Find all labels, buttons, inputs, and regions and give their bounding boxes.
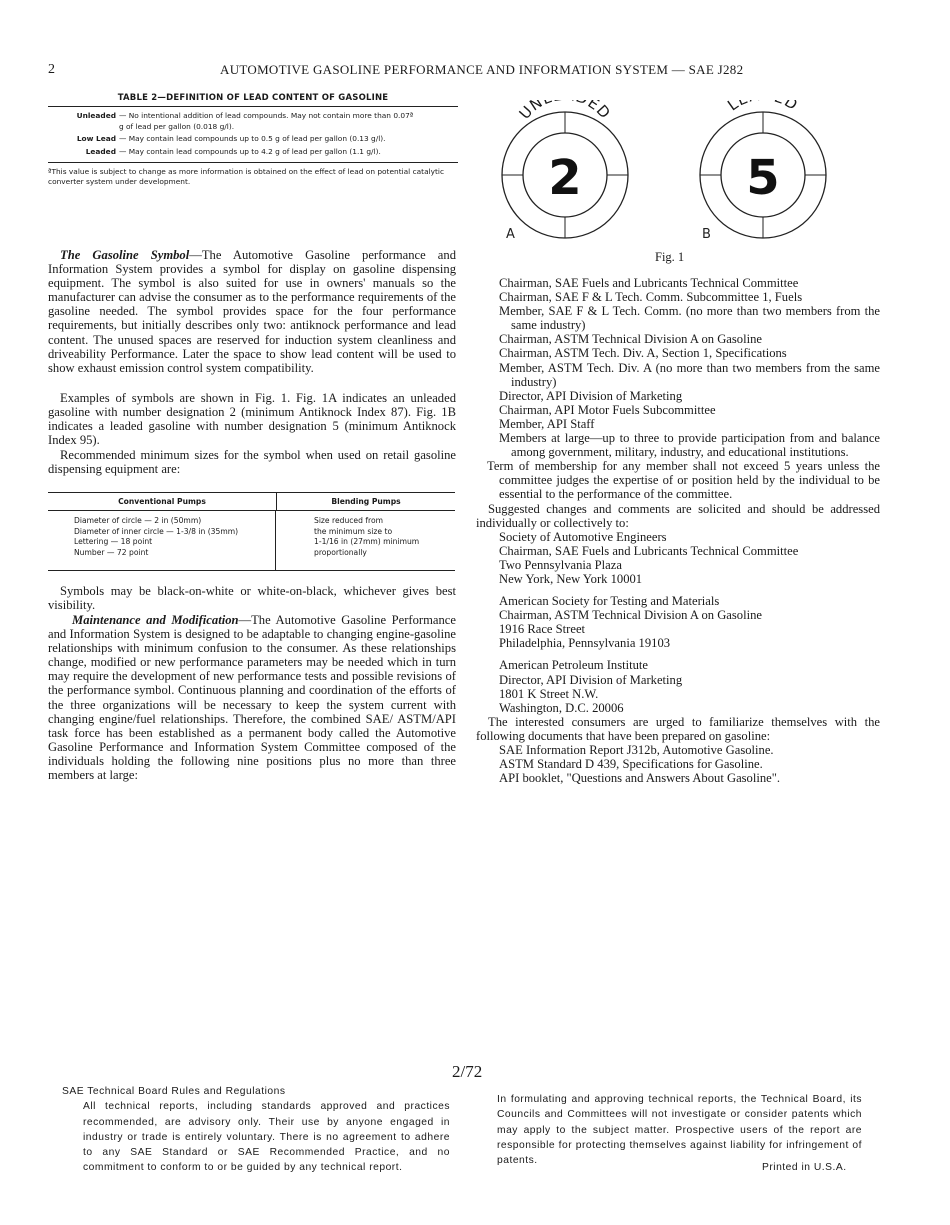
committee-position: Members at large—up to three to provide participation from and balance among government, military, industry, and educational institutions. bbox=[499, 431, 880, 460]
address-line: Two Pennsylvania Plaza bbox=[499, 557, 622, 572]
committee-position: Chairman, ASTM Tech. Div. A, Section 1, Specifications bbox=[499, 346, 787, 361]
figure-label: A bbox=[506, 227, 515, 242]
committee-position: Chairman, API Motor Fuels Subcommittee bbox=[499, 402, 716, 417]
document-reference: SAE Information Report J312b, Automotive Gasoline. bbox=[499, 743, 774, 757]
document-reference: API booklet, "Questions and Answers About Gasoline". bbox=[499, 771, 781, 786]
column-header: Blending Pumps bbox=[331, 497, 401, 506]
cell-line: Lettering — 18 point bbox=[74, 537, 153, 546]
patents-notice: In formulating and approving technical reports, the Technical Board, its Councils and Committees will not investigate or consider patents which may apply to the subject matter. Prospective users of the report are responsible for protecting themselves against liability for infringement of patents. bbox=[497, 1094, 862, 1167]
sizes-paragraph: Recommended minimum sizes for the symbol when used on retail gasoline dispensing equipment are: bbox=[48, 448, 456, 477]
term-paragraph: Term of membership for any member shall not exceed 5 years unless the committee judges the expertise of or position held by the individual to be essential to the performance of the committee. bbox=[487, 459, 880, 502]
cell-line: Size reduced from bbox=[314, 516, 384, 525]
definition-term: Leaded bbox=[85, 146, 116, 156]
paragraph-text: —The Automotive Gasoline performance and Information System provides a symbol for display on gasoline dispensing equipment. The symbol is also suited for use in owners' manuals so the manufacturer can advise the consumer as to the performance requirements of the gasoline needed. The symbol provides space for the four performance requirements, but initially describes only two: antiknock performance and lead content. The unused spaces are reserved for induction system cleanliness and driveability Performance. Later the space to show lead content will be used to show exhaust emission control system compatibility. bbox=[48, 248, 456, 375]
table-footnote: ªThis value is subject to change as more information is obtained on the effect of lead on potential catalytic converter system under development. bbox=[48, 167, 445, 186]
cell-line: Number — 72 point bbox=[74, 547, 149, 557]
document-reference: ASTM Standard D 439, Specifications for Gasoline. bbox=[499, 757, 763, 772]
leaded-word: L D bbox=[724, 100, 802, 115]
table-cell bbox=[276, 511, 454, 570]
column-header: Conventional Pumps bbox=[48, 493, 277, 510]
definition-text: — May contain lead compounds up to 0.5 g of lead per gallon (0.13 g/l). bbox=[119, 134, 386, 143]
suggestions-paragraph: Suggested changes and comments are solicited and should be addressed individually or collectively to: bbox=[476, 501, 880, 530]
address-line: Chairman, ASTM Technical Division A on Gasoline bbox=[499, 608, 762, 623]
table-header-row bbox=[48, 493, 455, 511]
right-column bbox=[476, 276, 880, 785]
definition-row bbox=[48, 147, 458, 158]
cell-line: Diameter of circle — 2 in (50mm) bbox=[74, 516, 202, 525]
leaded-symbol bbox=[700, 100, 826, 242]
board-rules bbox=[62, 1084, 450, 1176]
committee-position: Chairman, SAE Fuels and Lubricants Technical Committee bbox=[499, 276, 799, 290]
running-title: AUTOMOTIVE GASOLINE PERFORMANCE AND INFORMATION SYSTEM — SAE J282 bbox=[220, 62, 744, 77]
consumers-paragraph: The interested consumers are urged to familiarize themselves with the following documents that have been prepared on gasoline: bbox=[476, 714, 880, 743]
antiknock-number: 5 bbox=[746, 150, 780, 206]
cell-line: proportionally bbox=[314, 547, 367, 557]
gasoline-symbol-paragraph bbox=[48, 248, 456, 375]
address-line: American Society for Testing and Materials bbox=[499, 594, 720, 609]
pump-sizes-table bbox=[48, 492, 455, 571]
address-line: Washington, D.C. 20006 bbox=[499, 700, 624, 715]
fig-1-symbols bbox=[490, 100, 830, 260]
figure-caption: Fig. 1 bbox=[655, 250, 685, 264]
table-cell bbox=[48, 511, 276, 570]
definition-row bbox=[48, 111, 458, 132]
cell-line: the minimum size to bbox=[314, 526, 393, 536]
committee-position: Member, API Staff bbox=[499, 416, 595, 431]
section-heading: The Gasoline Symbol bbox=[60, 248, 190, 262]
rules-title: SAE Technical Board Rules and Regulations bbox=[62, 1086, 286, 1097]
committee-position: Member, ASTM Tech. Div. A (no more than two members from the same industry) bbox=[499, 360, 880, 389]
address-line: American Petroleum Institute bbox=[499, 658, 648, 673]
symbols-svg bbox=[490, 100, 830, 260]
page-number: 2 bbox=[48, 62, 55, 77]
unleaded-word: UN ED bbox=[515, 100, 615, 123]
definition-term: Low Lead bbox=[76, 134, 116, 143]
antiknock-number: 2 bbox=[548, 150, 582, 206]
address-line: Society of Automotive Engineers bbox=[499, 529, 667, 544]
table-body bbox=[48, 511, 455, 570]
address-line: 1801 K Street N.W. bbox=[499, 686, 599, 701]
page-reference: 2/72 bbox=[452, 1062, 483, 1081]
committee-position: Chairman, ASTM Technical Division A on Gasoline bbox=[499, 332, 762, 347]
definition-text: — May contain lead compounds up to 4.2 g of lead per gallon (1.1 g/l). bbox=[119, 146, 381, 156]
committee-position: Chairman, SAE F & L Tech. Comm. Subcommittee 1, Fuels bbox=[499, 290, 803, 305]
address-line: 1916 Race Street bbox=[499, 622, 586, 637]
figure-label: B bbox=[702, 227, 711, 242]
definition-text: — No intentional addition of lead compounds. May not contain more than 0.07ª g of lead per gallon (0.018 g/l). bbox=[119, 111, 414, 131]
address-line: Philadelphia, Pennsylvania 19103 bbox=[499, 636, 671, 651]
cell-line: Diameter of inner circle — 1-3/8 in (35mm) bbox=[74, 526, 239, 536]
unleaded-symbol bbox=[502, 100, 628, 242]
committee-position: Member, SAE F & L Tech. Comm. (no more than two members from the same industry) bbox=[499, 304, 880, 333]
cell-line: 1-1/16 in (27mm) minimum bbox=[314, 537, 420, 546]
section-heading: Maintenance and Modification bbox=[72, 613, 239, 627]
committee-position: Director, API Division of Marketing bbox=[499, 388, 683, 403]
definition-row bbox=[48, 134, 458, 145]
maintenance-paragraph bbox=[48, 613, 456, 782]
lead-content-table bbox=[48, 93, 458, 187]
sae-address bbox=[476, 530, 880, 586]
table-title: TABLE 2—DEFINITION OF LEAD CONTENT OF GASOLINE bbox=[48, 93, 458, 107]
astm-address bbox=[476, 594, 880, 650]
visibility-paragraph: Symbols may be black-on-white or white-on-black, whichever gives best visibility. bbox=[48, 584, 456, 613]
address-line: Chairman, SAE Fuels and Lubricants Technical Committee bbox=[499, 543, 799, 558]
definition-list bbox=[48, 107, 458, 163]
address-line: New York, New York 10001 bbox=[499, 571, 643, 586]
address-line: Director, API Division of Marketing bbox=[499, 672, 683, 687]
examples-paragraph: Examples of symbols are shown in Fig. 1. Fig. 1A indicates an unleaded gasoline with number designation 2 (minimum Antiknock Index 87). Fig. 1B indicates a leaded gasoline with number designation 5 (minimum Antiknock Index 95). bbox=[48, 391, 456, 448]
definition-term: Unleaded bbox=[76, 111, 116, 120]
rules-text: All technical reports, including standards approved and practices recommended, are advisory only. Their use by anyone engaged in industry or trade is entirely voluntary. There is no agreement to adhere to any SAE Standard or SAE Recommended Practice, and no commitment to conform to or be guided by any technical report. bbox=[83, 1101, 450, 1174]
printed-in: Printed in U.S.A. bbox=[762, 1162, 847, 1173]
api-address bbox=[476, 658, 880, 714]
paragraph-text: —The Automotive Gasoline Performance and Information System is designed to be adaptable to changing engine-gasoline relationships with minimum confusion to the consumer. As these relationships change, modified or new performance parameters may be needed which in turn may require the development of new performance tests and possible revisions of the performance symbol. Continuous planning and coordination of the efforts of the three organizations will be necessary to keep the system current with changing engine/fuel relationships. Therefore, the combined SAE/ ASTM/API task force has been established as a permanent body called the Automotive Gasoline Performance and Information System Committee composed of the individuals holding the following nine positions plus no more than three members at large: bbox=[48, 613, 456, 783]
